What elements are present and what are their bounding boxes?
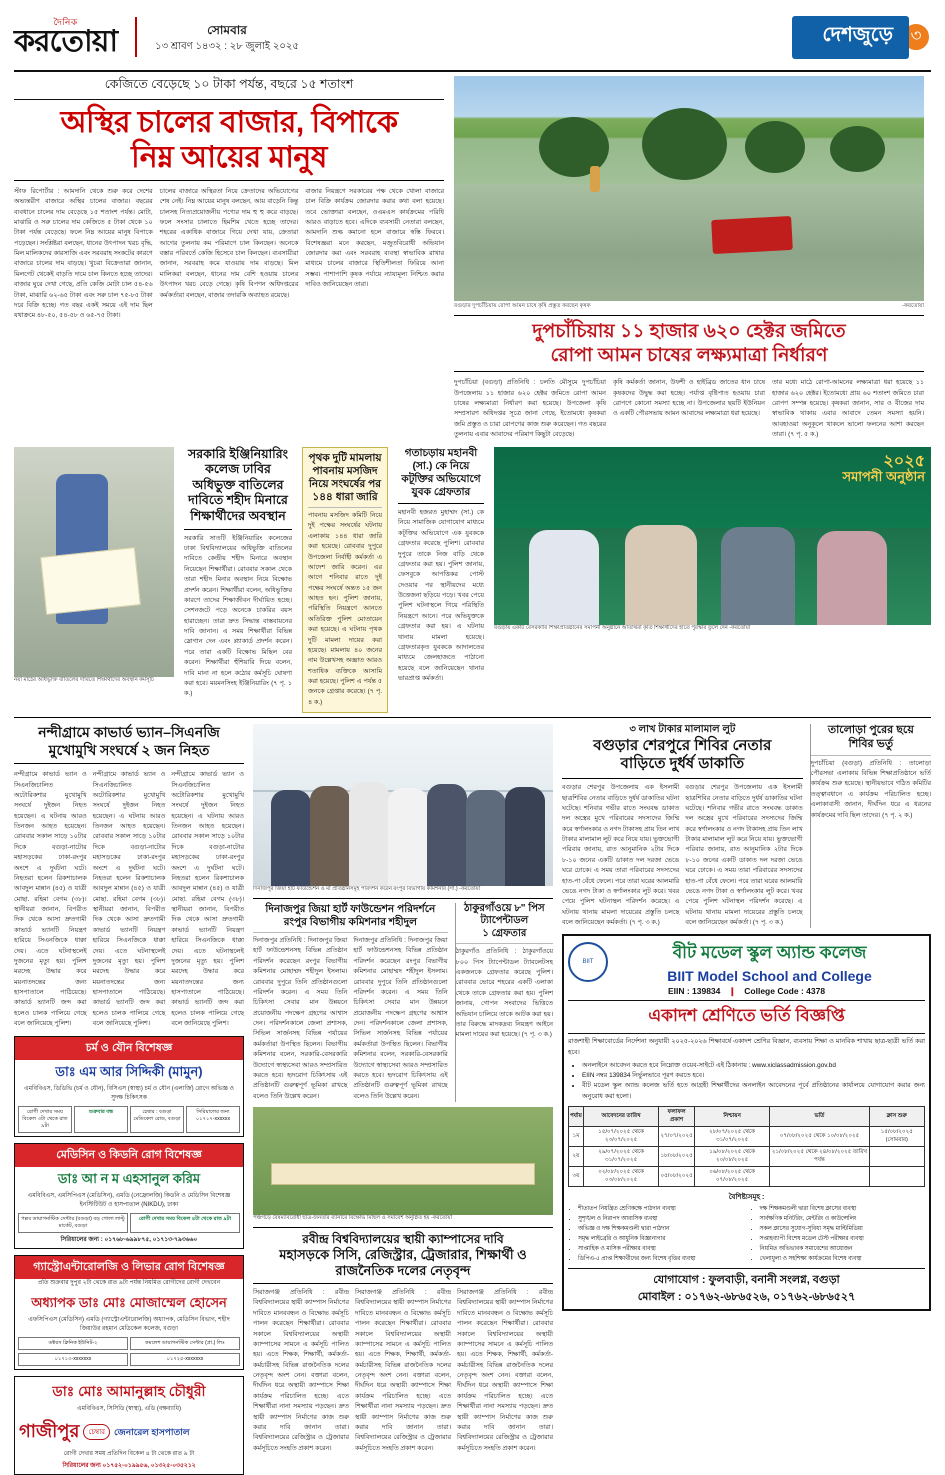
left-column — [14, 724, 244, 1474]
story-3-body: মহানবী হজরত মুহাম্মদ (সা.) কে নিয়ে সামাজিক যোগাযোগ মাধ্যমে কটূক্তির অভিযোগে এক যুবককে গ্রেফতার করেছে পুলিশ। রোববার দুপুরে তাকে নিজ বাড়ি থেকে গ্রেফতার করা হয়। পুলিশ জানায়, ফেসবুকে আপত্তিকর পোস্ট দেওয়ার পর স্থানীয়দের মধ্যে উত্তেজনা ছড়িয়ে পড়ে। খবর পেয়ে পুলিশ ঘটনাস্থলে গিয়ে পরিস্থিতি নিয়ন্ত্রণে আনে। পরে অভিযুক্তকে গ্রেফতার করা হয়। এ ঘটনায় থানায় মামলা হয়েছে। গ্রেফতারকৃত যুবককে আদালতের মাধ্যমে জেলহাজতে পাঠানো হয়েছে বলে জানিয়েছেন থানার ভারপ্রাপ্ত কর্মকর্তা। — [398, 509, 484, 683]
biit-feature-r2: • সার্বক্ষণিক মনিটরিং, মেন্টরিং ও কাউন্সেলিং — [760, 1215, 926, 1225]
ad-skin-chip-3: চেম্বার : বগুড়া মেডিকেল রোড, বগুড়া — [130, 1106, 184, 1133]
biit-contact — [568, 1268, 925, 1305]
biit-r0c5: ১৫/০৮/২০২৫ (সোমবার) — [869, 1127, 924, 1147]
talora-body: দুপচাঁচিয়া (বগুড়া) প্রতিনিধি : তালোড়া পৌরসভা এলাকায় বিভিন্ন শিক্ষাপ্রতিষ্ঠানে ভর্তি কার্যক্রম শুরু হয়েছে। স্থানীয়ভাবে গঠিত কমিটির তত্ত্বাবধানে এ কার্যক্রম পরিচালিত হচ্ছে। এলাকাবাসী জানান, দীর্ঘদিন ধরে এ ধরনের কার্যক্রমের দাবি ছিল তাদের। (৭ পৃ. ২ ক.) — [810, 759, 931, 819]
dupchanchia-column-1: দুপচাঁচিয়া (বগুড়া) প্রতিনিধি : চলতি মৌসুমে দুপচাঁচিয়া উপজেলায় ১১ হাজার ৬২০ হেক্টর জমিতে রোপা আমন চাষের লক্ষ্যমাত্রা নির্ধারণ করা হয়েছে। উপজেলা কৃষি সম্প্রসারণ অধিদপ্তর সূত্রে জানা গেছে, ইতোমধ্যে কৃষকরা জমি প্রস্তুত ও চারা রোপণের কাজ শুরু করেছেন। গত বছরের তুলনায় এবার আবাদের পরিমাণ কিছুটা বেড়েছে। — [454, 379, 606, 439]
biit-logo-icon — [568, 942, 608, 982]
issue-day: সোমবার — [207, 22, 247, 37]
section-brand-label: দেশজুড়ে — [792, 16, 909, 59]
biit-feature-r6: • খেলাধুলা ও সহশিক্ষা কার্যক্রমের বিশেষ ব্যবস্থা — [760, 1255, 926, 1265]
biit-feature-r5: • নিয়মিত অভিভাবক সমাবেশের আয়োজন — [760, 1245, 926, 1255]
biit-r2c1: ০২/০৮/২০২৫ থেকে ০৩/০৮/২০২৫ — [583, 1167, 658, 1187]
biit-points — [568, 1061, 925, 1102]
ad-medicine-detail: এমবিবিএস, এমসিপিএস (মেডিসিন), এমডি (নেফ্রোলজি) কিডনি ও মেডিসিন বিশেষজ্ঞ ইনস্টিটিউট ও হাসপাতাল (NIKDU), ঢাকা — [27, 1192, 231, 1208]
story-2-body: পাবনায় মসজিদ কমিটি নিয়ে দুই পক্ষের সংঘর্ষের ঘটনায় এলাকায় ১৪৪ ধারা জারি করা হয়েছে। রোববার দুপুরে উপজেলা নির্বাহী কর্মকর্তা এ আদেশ জারি করেন। এর আগে শনিবার রাতে দুই পক্ষের সংঘর্ষে অন্তত ১৫ জন আহত হন। পুলিশ জানায়, পরিস্থিতি নিয়ন্ত্রণে আনতে অতিরিক্ত পুলিশ মোতায়েন করা হয়েছে। এ ঘটনায় পৃথক দুটি মামলা দায়ের করা হয়েছে। মামলায় ৪০ জনের নাম উল্লেখসহ অজ্ঞাত আরও শতাধিক ব্যক্তিকে আসামি করা হয়েছে। পুলিশ এ পর্যন্ত ৫ জনকে গ্রেপ্তার করেছে। (৭ পৃ. ৪ ক.) — [308, 512, 382, 706]
ad-medicine-specialist[interactable] — [14, 1143, 244, 1249]
protest-photo — [14, 447, 174, 677]
story-2-headline: পৃথক দুটি মামলায় পাবনায় মসজিদ নিয়ে সংঘর্ষের পর ১৪৪ ধারা জারি — [308, 451, 382, 503]
story-gatachora — [398, 447, 484, 714]
ad-skin-chip-1: রোগী দেখার সময় বিকেল ৩টা থেকে রাত ৯টা — [18, 1106, 72, 1133]
biit-name-en: BIIT Model School and College — [667, 968, 872, 985]
biit-features — [568, 1203, 925, 1264]
award-photo — [494, 447, 931, 625]
thakurgaon-headline-1: ঠাকুরগাঁওয়ে ৮" পিস — [464, 902, 545, 914]
ad-skin-doctor: ডাঃ এম আর সিদ্দিকী (মামুন) — [55, 1063, 203, 1079]
nandigram-body-2: নন্দীগ্রামে কাভার্ড ভ্যান ও সিএনজিচালিত অটোরিকশার মুখোমুখি সংঘর্ষে দুইজন নিহত হয়েছেন। এ ঘটনায় আরও তিনজন আহত হয়েছেন। রোববার সকাল সাড়ে ১০টার দিকে বগুড়া-নাটোর মহাসড়কের ঢাকা-রংপুর অংশে এ দুর্ঘটনা ঘটে। নিহতরা হলেন রিকশাচালক আবদুল মান্নান (৪৫) ও যাত্রী মোছা. রহিমা বেগম (৩৮)। স্থানীয়রা জানান, বিপরীত দিক থেকে আসা দ্রুতগামী কাভার্ড ভ্যানটি নিয়ন্ত্রণ হারিয়ে সিএনজিকে ধাক্কা দেয়। এতে ঘটনাস্থলেই দুজনের মৃত্যু হয়। পুলিশ মরদেহ উদ্ধার করে ময়নাতদন্তের জন্য হাসপাতালে পাঠিয়েছে। কাভার্ড ভ্যানটি জব্দ করা হলেও চালক পালিয়ে গেছে বলে জানিয়েছে পুলিশ। — [92, 771, 166, 1028]
ad-gastro-place-1: ডক্টরস ক্লিনিক ইউনিট-২ — [18, 1337, 128, 1350]
story-pabna-144 — [302, 447, 388, 714]
biit-th-3: নিশ্চায়ন — [694, 1106, 769, 1126]
rabindra-headline-2: মহাসড়কে সিসি, রেজিস্ট্রার, ট্রেজারার, শিক্ষার্থী ও রাজনৈতিক দলের নেতৃবৃন্দ — [279, 1246, 527, 1278]
ad-gastro-note: প্রতি শুক্রবার দুপুর ২টা থেকে রাত ৯টা পর্যন্ত নিয়মিত রোগীদের রোগী দেখবেন — [37, 1279, 221, 1286]
middle-column-stories — [253, 903, 553, 1102]
dinajpur-headline: দিনাজপুর জিয়া হার্ট ফাউন্ডেশন পরিদর্শনে রংপুর বিভাগীয় কমিশনার শহীদুল — [265, 902, 436, 928]
rabindra-body-2: সিরাজগঞ্জ প্রতিনিধি : রবীন্দ্র বিশ্ববিদ্যালয়ের স্থায়ী ক্যাম্পাস নির্মাণের দাবিতে মানববন্ধন ও বিক্ষোভ কর্মসূচি পালন করেছেন শিক্ষার্থীরা। রোববার সকালে বিশ্ববিদ্যালয়ের অস্থায়ী ক্যাম্পাসের সামনে এ কর্মসূচি পালিত হয়। এতে শিক্ষক, শিক্ষার্থী, কর্মকর্তা-কর্মচারীসহ বিভিন্ন রাজনৈতিক দলের নেতৃবৃন্দ অংশ নেন। বক্তারা বলেন, দীর্ঘদিন ধরে অস্থায়ী ক্যাম্পাসে শিক্ষা কার্যক্রম পরিচালিত হচ্ছে। এতে শিক্ষার্থীরা নানা সমস্যায় পড়ছেন। দ্রুত স্থায়ী ক্যাম্পাস নির্মাণের কাজ শুরু করার দাবি জানান তারা। বিশ্ববিদ্যালয়ের রেজিস্ট্রার ও ট্রেজারার কর্মসূচিতে সংহতি প্রকাশ করেন। — [355, 1289, 451, 1452]
ad-skin-head: চর্ম ও যৌন বিশেষজ্ঞ — [15, 1037, 243, 1060]
biit-r2c5 — [869, 1167, 924, 1187]
field-story — [454, 76, 924, 441]
page-number-badge: ৩ — [901, 22, 931, 52]
dinajpur-body-1: দিনাজপুর প্রতিনিধি : দিনাজপুর জিয়া হার্ট ফাউন্ডেশনসহ বিভিন্ন প্রতিষ্ঠান পরিদর্শন করেছেন রংপুর বিভাগীয় কমিশনার মোহাম্মদ শহীদুল ইসলাম। রোববার দুপুরে তিনি প্রতিষ্ঠানগুলো পরিদর্শন করেন। এ সময় তিনি চিকিৎসা সেবার মান উন্নয়নে প্রয়োজনীয় পদক্ষেপ গ্রহণের আশ্বাস দেন। পরিদর্শনকালে জেলা প্রশাসক, সিভিল সার্জনসহ বিভিন্ন পর্যায়ের কর্মকর্তারা উপস্থিত ছিলেন। বিভাগীয় কমিশনার বলেন, সরকারি-বেসরকারি উদ্যোগে স্বাস্থ্যসেবা আরও সম্প্রসারিত করতে হবে। হৃদরোগ চিকিৎসায় এই প্রতিষ্ঠানটি গুরুত্বপূর্ণ ভূমিকা রাখছে বলেও তিনি উল্লেখ করেন। — [253, 937, 348, 1100]
biit-eiin: EIIN : 139834 — [667, 986, 721, 997]
table-row — [569, 1127, 925, 1147]
award-photo-caption: বগুড়ায় একটি বেসরকারি শিক্ষাপ্রতিষ্ঠানের সমাপনী অনুষ্ঠানে অতিথিরা কৃতি শিক্ষার্থীদের হাতে পুরস্কার তুলে দেন -করতোয়া — [494, 624, 751, 631]
biit-schedule-table — [568, 1106, 925, 1187]
ad-gastro-specialist[interactable] — [14, 1255, 244, 1370]
biit-features-right — [750, 1205, 926, 1264]
rabindra-body-3: সিরাজগঞ্জ প্রতিনিধি : রবীন্দ্র বিশ্ববিদ্যালয়ের স্থায়ী ক্যাম্পাস নির্মাণের দাবিতে মানববন্ধন ও বিক্ষোভ কর্মসূচি পালন করেছেন শিক্ষার্থীরা। রোববার সকালে বিশ্ববিদ্যালয়ের অস্থায়ী ক্যাম্পাসের সামনে এ কর্মসূচি পালিত হয়। এতে শিক্ষক, শিক্ষার্থী, কর্মকর্তা-কর্মচারীসহ বিভিন্ন রাজনৈতিক দলের নেতৃবৃন্দ অংশ নেন। বক্তারা বলেন, দীর্ঘদিন ধরে অস্থায়ী ক্যাম্পাসে শিক্ষা কার্যক্রম পরিচালিত হচ্ছে। এতে শিক্ষার্থীরা নানা সমস্যায় পড়ছেন। দ্রুত স্থায়ী ক্যাম্পাস নির্মাণের কাজ শুরু করার দাবি জানান তারা। বিশ্ববিদ্যালয়ের রেজিস্ট্রার ও ট্রেজারার কর্মসূচিতে সংহতি প্রকাশ করেন। — [457, 1289, 553, 1452]
ad-gastro-phone-1[interactable]: ০১৭১৩-xxxxxxx — [18, 1353, 128, 1366]
biit-r2c0: ৩য় — [569, 1167, 584, 1187]
ad-hospital-name: গাজীপুর — [19, 1420, 80, 1441]
rally-photo — [253, 1107, 553, 1215]
photo-credit: -করতোয়া — [902, 303, 924, 309]
sherpur-body-2: বগুড়ার শেরপুর উপজেলায় এক ইসলামী ছাত্রশিবির নেতার বাড়িতে দুর্ধর্ষ ডাকাতির ঘটনা ঘটেছে। শনিবার গভীর রাতে সংঘবদ্ধ ডাকাত দল অস্ত্রের মুখে পরিবারের সদস্যদের জিম্মি করে স্বর্ণালংকার ও নগদ টাকাসহ প্রায় তিন লাখ টাকার মালামাল লুট করে নিয়ে যায়। ভুক্তভোগী পরিবার জানায়, রাত আনুমানিক ২টার দিকে ৮-১০ জনের একটি ডাকাত দল দরজা ভেঙে ঘরে ঢোকে। এ সময় তারা পরিবারের সদস্যদের হাত-পা বেঁধে ফেলে। পরে তারা ঘরের আলমারি ভেঙে নগদ টাকা ও স্বর্ণালংকার লুট করে। খবর পেয়ে পুলিশ ঘটনাস্থল পরিদর্শন করেছে। এ ঘটনায় থানায় মামলা দায়েরের প্রস্তুতি চলছে বলে জানিয়েছেন কর্মকর্তা। (৭ পৃ. ৩ ক.) — [685, 784, 803, 927]
biit-r1c5 — [869, 1147, 924, 1167]
biit-feature-l1: • শীতাতপ নিয়ন্ত্রিত শ্রেণিকক্ষে পাঠদান ব্যবস্থা — [578, 1205, 744, 1215]
biit-feature-r3: • সকল ক্লাসের সুযোগ-সুবিধা সমৃদ্ধ মাল্টিমিডিয়া — [760, 1225, 926, 1235]
section-brand — [792, 16, 931, 59]
story-1-headline: সরকারি ইঞ্জিনিয়ারিং কলেজ ঢাবির অধিভুক্ত বাতিলের দাবিতে শহীদ মিনারে শিক্ষার্থীদের অবস্থান — [187, 446, 289, 524]
biit-r2c3: ০৬/০৮/২০২৫ থেকে ০৭/০৮/২০২৫ — [694, 1167, 769, 1187]
issue-date — [155, 21, 299, 54]
biit-r1c0: ২য় — [569, 1147, 584, 1167]
ad-medicine-phone[interactable]: সিরিয়ালের জন্য : ০১৭৬৮-৬৯৯৮৭৫, ০১৭১৩-৭৯৩৬৬০ — [60, 1236, 198, 1243]
thakurgaon-body: ঠাকুরগাঁও প্রতিনিধি : ঠাকুরগাঁওয়ে ৮০০ পিস ট্যাপেন্টাডল ট্যাবলেটসহ একজনকে গ্রেফতার করেছে পুলিশ। রোববার ভোরে শহরের একটি এলাকা থেকে তাকে গ্রেফতার করা হয়। পুলিশ জানায়, গোপন সংবাদের ভিত্তিতে অভিযান চালিয়ে তাকে আটক করা হয়। তার বিরুদ্ধে মাদকদ্রব্য নিয়ন্ত্রণ আইনে মামলা দায়ের করা হয়েছে। (৭ পৃ. ৩ ক.) — [455, 948, 553, 1039]
story-engineering-college — [184, 447, 292, 714]
protest-photo-block — [14, 447, 174, 714]
sherpur-headline-2: বাড়িতে দুর্ধর্ষ ডাকাতি — [620, 755, 745, 773]
newspaper-logo — [14, 17, 299, 57]
biit-r0c3: ২৮/০৭/২০২৫ থেকে ৩১/০৭/২০২৫ — [694, 1127, 769, 1147]
table-row — [569, 1167, 925, 1187]
top-section — [14, 76, 931, 441]
biit-feature-l6: • ডিপিএ-৫ প্রাপ্ত শিক্ষার্থীদের জন্য বিশেষ বৃত্তির ব্যবস্থা — [578, 1255, 744, 1265]
dinajpur-body-2: দিনাজপুর প্রতিনিধি : দিনাজপুর জিয়া হার্ট ফাউন্ডেশনসহ বিভিন্ন প্রতিষ্ঠান পরিদর্শন করেছেন রংপুর বিভাগীয় কমিশনার মোহাম্মদ শহীদুল ইসলাম। রোববার দুপুরে তিনি প্রতিষ্ঠানগুলো পরিদর্শন করেন। এ সময় তিনি চিকিৎসা সেবার মান উন্নয়নে প্রয়োজনীয় পদক্ষেপ গ্রহণের আশ্বাস দেন। পরিদর্শনকালে জেলা প্রশাসক, সিভিল সার্জনসহ বিভিন্ন পর্যায়ের কর্মকর্তারা উপস্থিত ছিলেন। বিভাগীয় কমিশনার বলেন, সরকারি-বেসরকারি উদ্যোগে স্বাস্থ্যসেবা আরও সম্প্রসারিত করতে হবে। হৃদরোগ চিকিৎসায় এই প্রতিষ্ঠানটি গুরুত্বপূর্ণ ভূমিকা রাখছে বলেও তিনি উল্লেখ করেন। — [353, 937, 448, 1100]
biit-r1c1: ২৯/০৭/২০২৫ থেকে ৩১/০৭/২০২৫ — [583, 1147, 658, 1167]
middle-column — [253, 724, 553, 1474]
award-banner-text: সমাপনী অনুষ্ঠান — [842, 469, 925, 485]
ad-skin-specialist[interactable] — [14, 1036, 244, 1137]
ad-hospital-doctor: ডাঃ মোঃ আমানুল্লাহ চৌধুরী — [52, 1382, 206, 1399]
biit-point-3: • বীট মডেল স্কুল অ্যান্ড কলেজ ভর্তি হতে আগ্রহী শিক্ষার্থীদের অনলাইন আবেদনের পূর্বে প্রতিষ্ঠানের কার্যালয়ে যোগাযোগ করার জন্য অনুরোধ করা হলো। — [582, 1081, 925, 1102]
rally-photo-caption: পঞ্চগড়ে বৈষম্যবিরোধী ছাত্র-জনতার ব্যানারে বিক্ষোভ মিছিল ও সমাবেশ অনুষ্ঠিত হয় -করতোয়া — [253, 1215, 453, 1222]
ad-biit-admission[interactable]: BIIT বীট মডেল স্কুল অ্যান্ড কলেজ BIIT Model School and College EIIN : 139834 ❙ College Code : 4378 একাদশ শ্রেণিতে ভর্তি বিজ্ঞপ্তি রাজশাহী শিক্ষাবোর্ডের নির্দেশনা অনুযায়ী ২০২৫-২০২৬ শিক্ষাবর্ষে একাদশ শ্রেণির বিজ্ঞান, ব্যবসায় শিক্ষা ও মানবিক শাখায় ছাত্র-ছাত্রী ভর্তি করা হবে। • অনলাইনে আবেদন করতে হবে নিম্নোক্ত ওয়েব-সাইটে এই ঠিকানায় : www.xiclassadmission.gov.bd • EIIN নম্বর 139834 নির্ভুলভাবে পূরণ করতে হবে। • বীট মডেল স্কুল অ্যান্ড কলেজ ভর্তি হতে আগ্রহী শিক্ষার্থীদের অনলাইন আবেদনের পূর্বে প্রতিষ্ঠানের কার্যালয়ে যোগাযোগ করার জন্য অনুরোধ করা হলো। পর্যায় আবেদনের তারিখ ফলাফল প্রকাশ নিশ্চায়ন ভর্তি ক্লাস শুরু ১ম ১৫/০৭/২০২৫ থেকে ২৩/০৭/২০২৫ ২৭/০৭/২০২৫ ২৮/০৭/২০২৫ থেকে ৩১/০৭/২০২৫ ০৭/০৮/২০২৫ থেকে ১০/০৮/২০২৫ ১৫/০৮/২০২৫ (সোমবার) ২য় ২৯/০৭/২০২৫ থেকে ৩১/০৭/২০২৫ ১৮/০৮/২০২৫ ১৯/০৮/২০২৫ থেকে ২০/০৮/২০২৫ ২১/০৮/২০২৫ থেকে ২৪/০৮/২০২৫ তারিখ পর্যন্ত ৩য় ০২/০৮/২০২৫ থেকে ০৩/০৮/২০২৫ ০৫/০৮/২০২৫ ০৬/০৮/২০২৫ থেকে ০৭/০৮/২০২৫ বৈশিষ্ট্যসমূহ : • শীতাতপ নিয়ন্ত্রিত শ্রেণিকক্ষে পাঠদান ব্যবস্থা • সুশৃঙ্খল ও নিরাপদ আবাসিক ব্যবস্থা • অভিজ্ঞ ও দক্ষ শিক্ষকমণ্ডলী দ্বারা পাঠদান • সমৃদ্ধ লাইব্রেরি ও আধুনিক বিজ্ঞানাগার • সাপ্তাহিক ও মাসিক পরীক্ষার ব্যবস্থা • ডিপিএ-৫ প্রাপ্ত শিক্ষার্থীদের জন্য বিশেষ বৃত্তির ব্যবস্থা • দক্ষ শিক্ষকমণ্ডলী দ্বারা বিশেষ ক্লাসের ব্যবস্থা • সার্বক্ষণিক মনিটরিং, মেন্টরিং ও কাউন্সেলিং • সকল ক্লাসের সুযোগ-সুবিধা সমৃদ্ধ মাল্টিমিডিয়া • সপ্তাহব্যাপী বিশেষ মডেল টেস্ট পরীক্ষার ব্যবস্থা • নিয়মিত অভিভাবক সমাবেশের আয়োজন • খেলাধুলা ও সহশিক্ষা কার্যক্রমের বিশেষ ব্যবস্থা যোগাযোগ : ফুলবাড়ী, বনানী সংলগ্ন, বগুড়া মোবাইল : ০১৭৬২-৬৮৬৫২৬, ০১৭৬২-৬৮৬৫২৭ — [562, 934, 931, 1311]
ad-skin-chip-4: সিরিয়ালের জন্য ০১৭১৭-xxxxxx — [186, 1106, 240, 1133]
biit-th-2: ফলাফল প্রকাশ — [659, 1106, 695, 1126]
lead-column-1: স্টাফ রিপোর্টার : আমদানি থেকে শুরু করে দেশের অভ্যন্তরীণ বাজারে অস্থির চালের বাজার। বছরের ব্যবধানে চালের দাম বেড়েছে ১৫ শতাংশ পর্যন্ত। মোটা, মাঝারি ও সরু চালের দাম কেজিতে ৫ টাকা থেকে ১০ টাকা পর্যন্ত বেড়েছে। ফলে নিম্ন আয়ের মানুষ বিপাকে পড়েছেন। সংশ্লিষ্টরা বলছেন, ধানের উৎপাদন খরচ বৃদ্ধি, মিল মালিকদের কারসাজি এবং সরবরাহ সংকটের কারণে বাজারে চালের দাম বাড়ছে। খুচরা বিক্রেতারা জানান, মিলগেট থেকেই বাড়তি দামে চাল কিনতে হচ্ছে তাদের। বাজার ঘুরে দেখা গেছে, প্রতি কেজি মোটা চাল ৫৪-৫৬ টাকা, মাঝারি ৬২-৬৫ টাকা এবং সরু চাল ৭৫-৮৫ টাকা দরে বিক্রি হচ্ছে। গত বছর একই সময়ে এই দাম ছিল যথাক্রমে ৪৮-৫০, ৫৪-৫৮ ও ৬৫-৭৫ টাকা। — [14, 187, 153, 320]
ad-gastro-sub: এফসিপিএস (মেডিসিন) এমডি (গ্যাস্ট্রোএন্টারোলজি) অধ্যাপক, মেডিসিন বিভাগ, শহীদ জিয়াউর রহমান মেডিকেল কলেজ, বগুড়া — [28, 1316, 230, 1332]
biit-point-2: • EIIN নম্বর 139834 নির্ভুলভাবে পূরণ করতে হবে। — [582, 1071, 925, 1081]
ad-hospital[interactable] — [14, 1376, 244, 1475]
biit-contact-line-1: যোগাযোগ : ফুলবাড়ী, বনানী সংলগ্ন, বগুড়া — [653, 1274, 840, 1287]
logo-main-text: করতোয়া — [14, 24, 118, 58]
thakurgaon-headline-2: ট্যাপেন্টাডল — [480, 915, 529, 927]
biit-table-header-row — [569, 1106, 925, 1126]
hospital-visit-photo — [253, 724, 553, 886]
dupchanchia-columns — [454, 378, 924, 440]
ad-medicine-place: পল্লব ডায়াগনস্টিক সেন্টার (বগুড়া) বড় গোলা লাল্টু মার্কেট, বগুড়া — [18, 1213, 128, 1233]
lead-column-2: চালের বাজারে অস্থিরতা নিয়ে ক্রেতাদের অভিযোগের শেষ নেই। নিম্ন আয়ের মানুষ বলছেন, আয় বাড়েনি কিন্তু চালসহ নিত্যপ্রয়োজনীয় পণ্যের দাম হু হু করে বাড়ছে। ফলে সংসার চালাতে হিমশিম খেতে হচ্ছে তাদের। শহরের একাধিক বাজারে গিয়ে দেখা যায়, ক্রেতারা আগের তুলনায় কম পরিমাণে চাল কিনছেন। অনেকে বস্তার পরিবর্তে কেজি হিসেবে চাল কিনছেন। ব্যবসায়ীরা জানান, সরবরাহ কমে যাওয়ায় দাম বাড়ছে। মিল মালিকরা বলছেন, ধানের দাম বেশি হওয়ায় চালের উৎপাদন খরচ বেড়ে গেছে। কৃষি বিপণন অধিদপ্তরের কর্মকর্তারা বলছেন, বাজার তদারকি অব্যাহত রয়েছে। — [159, 187, 299, 299]
biit-feature-l5: • সাপ্তাহিক ও মাসিক পরীক্ষার ব্যবস্থা — [578, 1245, 744, 1255]
lower-section — [14, 724, 931, 1474]
biit-college-code: College Code : 4378 — [744, 986, 826, 997]
talora-headline-2: শিবির ভর্তু — [848, 737, 894, 750]
nandigram-headline-2: মুখোমুখি সংঘর্ষে ২ জন নিহত — [48, 741, 210, 758]
biit-th-5: ক্লাস শুরু — [869, 1106, 924, 1126]
lead-columns — [14, 187, 444, 322]
biit-r0c4: ০৭/০৮/২০২৫ থেকে ১০/০৮/২০২৫ — [770, 1127, 869, 1147]
award-year-text: ২০২৫ — [883, 452, 925, 470]
ad-gastro-head: গ্যাস্ট্রোএন্টারোলজি ও লিভার রোগ বিশেষজ্ঞ — [15, 1256, 243, 1279]
biit-feature-r4: • সপ্তাহব্যাপী বিশেষ মডেল টেস্ট পরীক্ষার ব্যবস্থা — [760, 1235, 926, 1245]
ad-gastro-place-2: কমলেশ ডায়াগনস্টিক সেন্টার (প্রা.) লিঃ — [130, 1337, 240, 1350]
biit-r0c2: ২৭/০৭/২০২৫ — [659, 1127, 695, 1147]
masthead — [14, 10, 931, 72]
biit-features-left — [568, 1205, 744, 1264]
right-column — [562, 724, 931, 1474]
biit-th-4: ভর্তি — [770, 1106, 869, 1126]
biit-r2c4 — [770, 1167, 869, 1187]
paddy-field-photo — [454, 76, 924, 301]
ad-hospital-badge: চেম্বার — [83, 1424, 110, 1440]
talora-headline-1: তালোড়া পুরের ছয়ে — [827, 724, 914, 737]
hospital-photo-caption: দিনাজপুর জিয়া হার্ট ফাউন্ডেশন ও মা প্রতিষ্ঠানসমূহ পরিদর্শন করেন রংপুর বিভাগীয় কমিশনার (সা.) -করতোয়া — [253, 886, 481, 893]
sherpur-headline-1: বগুড়ার শেরপুরে শিবির নেতার — [593, 736, 772, 754]
ad-gastro-phone-2[interactable]: ০১৭২৫-xxxxxxx — [130, 1353, 240, 1366]
ad-hospital-sub: জেনারেল হাসপাতাল — [114, 1426, 190, 1437]
nandigram-headline-1: নন্দীগ্রামে কাভার্ড ভ্যান–সিএনজি — [38, 724, 220, 741]
ad-medicine-doctor: ডাঃ আ ন ম এহসানুল করিম — [57, 1170, 201, 1186]
biit-point-1: • অনলাইনে আবেদন করতে হবে নিম্নোক্ত ওয়েব-সাইটে এই ঠিকানায় : www.xiclassadmission.gov.bd — [582, 1061, 925, 1071]
lead-kicker: কেজিতে বেড়েছে ১০ টাকা পর্যন্ত, বছরে ১৫ শতাংশ — [14, 76, 444, 100]
middle-section — [14, 447, 931, 714]
biit-name-bn: বীট মডেল স্কুল অ্যান্ড কলেজ — [672, 943, 867, 963]
biit-th-1: আবেদনের তারিখ — [583, 1106, 658, 1126]
ad-medicine-head: মেডিসিন ও কিডনি রোগ বিশেষজ্ঞ — [15, 1144, 243, 1167]
dupchanchia-headline-1: দুপচাঁচিয়ায় ১১ হাজার ৬২০ হেক্টর জমিতে — [532, 320, 846, 342]
story-1-body: সরকারি সাতটি ইঞ্জিনিয়ারিং কলেজের ঢাকা বিশ্ববিদ্যালয়ের অধিভুক্তি বাতিলের দাবিতে কেন্দ্রীয় শহীদ মিনারে অবস্থান নিয়েছেন শিক্ষার্থীরা। রোববার সকাল থেকে তারা শহীদ মিনার অবস্থান নিয়ে বিক্ষোভ প্রদর্শন করেন। শিক্ষার্থীরা বলেন, অধিভুক্তির কারণে তাদের শিক্ষাজীবন দীর্ঘায়িত হচ্ছে। সেশনজটে পড়ে অনেকে চাকরির বয়স হারাচ্ছেন। তারা দ্রুত সিদ্ধান্ত বাস্তবায়নের দাবি জানান। এ সময় শিক্ষার্থীরা বিভিন্ন স্লোগান দেন এবং প্ল্যাকার্ড প্রদর্শন করেন। পরে তারা একটি বিক্ষোভ মিছিল বের করেন। শিক্ষার্থীরা হুঁশিয়ারি দিয়ে বলেন, দাবি মানা না হলে কঠোর কর্মসূচি ঘোষণা করা হবে। ময়মনসিংহ ইঞ্জিনিয়ারিং (৭ পৃ. ১ ক.) — [184, 534, 292, 698]
biit-r0c1: ১৫/০৭/২০২৫ থেকে ২৩/০৭/২০২৫ — [583, 1127, 658, 1147]
sherpur-body-1: বগুড়ার শেরপুর উপজেলায় এক ইসলামী ছাত্রশিবির নেতার বাড়িতে দুর্ধর্ষ ডাকাতির ঘটনা ঘটেছে। শনিবার গভীর রাতে সংঘবদ্ধ ডাকাত দল অস্ত্রের মুখে পরিবারের সদস্যদের জিম্মি করে স্বর্ণালংকার ও নগদ টাকাসহ প্রায় তিন লাখ টাকার মালামাল লুট করে নিয়ে যায়। ভুক্তভোগী পরিবার জানায়, রাত আনুমানিক ২টার দিকে ৮-১০ জনের একটি ডাকাত দল দরজা ভেঙে ঘরে ঢোকে। এ সময় তারা পরিবারের সদস্যদের হাত-পা বেঁধে ফেলে। পরে তারা ঘরের আলমারি ভেঙে নগদ টাকা ও স্বর্ণালংকার লুট করে। খবর পেয়ে পুলিশ ঘটনাস্থল পরিদর্শন করেছে। এ ঘটনায় থানায় মামলা দায়েরের প্রস্তুতি চলছে বলে জানিয়েছেন কর্মকর্তা। (৭ পৃ. ৩ ক.) — [562, 784, 680, 927]
rabindra-columns — [253, 1288, 553, 1454]
thakurgaon-headline-3: ১ গ্রেফতার — [482, 927, 527, 939]
rabindra-body-1: সিরাজগঞ্জ প্রতিনিধি : রবীন্দ্র বিশ্ববিদ্যালয়ের স্থায়ী ক্যাম্পাস নির্মাণের দাবিতে মানববন্ধন ও বিক্ষোভ কর্মসূচি পালন করেছেন শিক্ষার্থীরা। রোববার সকালে বিশ্ববিদ্যালয়ের অস্থায়ী ক্যাম্পাসের সামনে এ কর্মসূচি পালিত হয়। এতে শিক্ষক, শিক্ষার্থী, কর্মকর্তা-কর্মচারীসহ বিভিন্ন রাজনৈতিক দলের নেতৃবৃন্দ অংশ নেন। বক্তারা বলেন, দীর্ঘদিন ধরে অস্থায়ী ক্যাম্পাসে শিক্ষা কার্যক্রম পরিচালিত হচ্ছে। এতে শিক্ষার্থীরা নানা সমস্যায় পড়ছেন। দ্রুত স্থায়ী ক্যাম্পাস নির্মাণের কাজ শুরু করার দাবি জানান তারা। বিশ্ববিদ্যালয়ের রেজিস্ট্রার ও ট্রেজারার কর্মসূচিতে সংহতি প্রকাশ করেন। — [253, 1289, 349, 1452]
ad-hospital-detail: এমবিবিএস, সিসিডি (স্বাস্থ্য), এডি (বক্ষব্যাধি) — [77, 1405, 181, 1412]
biit-logo-text: BIIT — [582, 959, 594, 966]
ad-gastro-doctor: অধ্যাপক ডাঃ মোঃ মোজাম্মেল হোসেন — [31, 1294, 227, 1310]
lead-rule — [14, 180, 444, 181]
biit-th-0: পর্যায় — [569, 1106, 584, 1126]
story-3-headline: গতাচড়ায় মহানবী (সা.) কে নিয়ে কটূক্তির অভিযোগে যুবক গ্রেফতার — [401, 446, 481, 498]
nandigram-body-3: নন্দীগ্রামে কাভার্ড ভ্যান ও সিএনজিচালিত অটোরিকশার মুখোমুখি সংঘর্ষে দুইজন নিহত হয়েছেন। এ ঘটনায় আরও তিনজন আহত হয়েছেন। রোববার সকাল সাড়ে ১০টার দিকে বগুড়া-নাটোর মহাসড়কের ঢাকা-রংপুর অংশে এ দুর্ঘটনা ঘটে। নিহতরা হলেন রিকশাচালক আবদুল মান্নান (৪৫) ও যাত্রী মোছা. রহিমা বেগম (৩৮)। স্থানীয়রা জানান, বিপরীত দিক থেকে আসা দ্রুতগামী কাভার্ড ভ্যানটি নিয়ন্ত্রণ হারিয়ে সিএনজিকে ধাক্কা দেয়। এতে ঘটনাস্থলেই দুজনের মৃত্যু হয়। পুলিশ মরদেহ উদ্ধার করে ময়নাতদন্তের জন্য হাসপাতালে পাঠিয়েছে। কাভার্ড ভ্যানটি জব্দ করা হলেও চালক পালিয়ে গেছে বলে জানিয়েছে পুলিশ। — [171, 771, 245, 1028]
ad-skin-detail: এমবিবিএস, ডিডিভি (চর্ম ও যৌন), বিসিএস (স্বাস্থ্য) চর্ম ও যৌন (এলার্জি) রোগে অভিজ্ঞ ও সুদক্ষ চিকিৎসক — [24, 1085, 234, 1101]
logo-divider — [135, 17, 137, 57]
award-photo-block — [494, 447, 931, 714]
biit-feature-l4: • সমৃদ্ধ লাইব্রেরি ও আধুনিক বিজ্ঞানাগার — [578, 1235, 744, 1245]
biit-intro: রাজশাহী শিক্ষাবোর্ডের নির্দেশনা অনুযায়ী ২০২৫-২০২৬ শিক্ষাবর্ষে একাদশ শ্রেণির বিজ্ঞান, ব্যবসায় শিক্ষা ও মানবিক শাখায় ছাত্র-ছাত্রী ভর্তি করা হবে। — [568, 1038, 925, 1056]
ad-medicine-time: রোগী দেখার সময় বিকেল ৪টা থেকে রাত ৯টা — [130, 1213, 240, 1233]
dupchanchia-column-2: কৃষি কর্মকর্তা জানান, উফশী ও হাইব্রিড জাতের ধান চাষে কৃষকদের উদ্বুদ্ধ করা হচ্ছে। পর্যাপ্ত বৃষ্টিপাত হওয়ায় চারা রোপণে কোনো সমস্যা হচ্ছে না। উপজেলার ছয়টি ইউনিয়ন ও একটি পৌরসভায় আমন আবাদের লক্ষ্যমাত্রা ধরা হয়েছে। — [613, 379, 765, 418]
issue-date-line: ১৩ শ্রাবণ ১৪৩২ : ২৮ জুলাই ২০২৫ — [155, 40, 299, 52]
biit-r1c4: ২১/০৮/২০২৫ থেকে ২৪/০৮/২০২৫ তারিখ পর্যন্ত — [770, 1147, 869, 1167]
ad-hospital-hours: রোগী দেখার সময় প্রতিদিন বিকেল ৪ টা থেকে রাত ৯ টা — [63, 1450, 195, 1457]
biit-contact-line-2[interactable]: মোবাইল : ০১৭৬২-৬৮৬৫২৬, ০১৭৬২-৬৮৬৫২৭ — [637, 1290, 856, 1303]
lead-story — [14, 76, 444, 441]
biit-admission-title: একাদশ শ্রেণিতে ভর্তি বিজ্ঞপ্তি — [568, 1000, 925, 1034]
biit-feature-r1: • দক্ষ শিক্ষকমণ্ডলী দ্বারা বিশেষ ক্লাসের ব্যবস্থা — [760, 1205, 926, 1215]
biit-feature-l2: • সুশৃঙ্খল ও নিরাপদ আবাসিক ব্যবস্থা — [578, 1215, 744, 1225]
biit-r0c0: ১ম — [569, 1127, 584, 1147]
protest-photo-caption: নয়া মাঠের অধিভুক্তি বাতিলের দাবিতে শিক্ষার্থীদের অবস্থান কর্মসূচি — [14, 676, 154, 683]
lead-column-3: বাজার নিয়ন্ত্রণে সরকারের পক্ষ থেকে খোলা বাজারে চাল বিক্রি কার্যক্রম জোরদার করার কথা বলা হয়েছে। তবে ভোক্তারা বলছেন, ওএমএস কার্যক্রমের পরিধি আরও বাড়াতে হবে। এদিকে ব্যবসায়ী নেতারা বলছেন, আমদানি শুল্ক কমানো হলে বাজারে স্বস্তি ফিরবে। বিশেষজ্ঞরা মনে করছেন, মজুতবিরোধী অভিযান জোরদার করা এবং সরবরাহ ব্যবস্থা স্বাভাবিক রাখার মাধ্যমে চালের বাজারে স্থিতিশীলতা ফিরিয়ে আনা সম্ভব। পাশাপাশি কৃষক পর্যায়ে ন্যায্যমূল্য নিশ্চিত করার দাবিও জানিয়েছেন তারা। — [305, 187, 445, 289]
lead-headline-line1: অস্থির চালের বাজার, বিপাকে — [60, 106, 398, 139]
biit-r1c2: ১৮/০৮/২০২৫ — [659, 1147, 695, 1167]
biit-r1c3: ১৯/০৮/২০২৫ থেকে ২০/০৮/২০২৫ — [694, 1147, 769, 1167]
rabindra-headline-1: রবীন্দ্র বিশ্ববিদ্যালয়ের স্থায়ী ক্যাম্পাসের দাবি — [302, 1231, 504, 1246]
dupchanchia-headline-2: রোপা আমন চাষের লক্ষ্যমাত্রা নির্ধারণ — [550, 344, 828, 366]
lead-headline-line2: নিম্ন আয়ের মানুষ — [131, 141, 327, 175]
logo-top-text: দৈনিক — [53, 16, 78, 27]
sherpur-kicker: ৩ লাখ টাকার মালামাল লুট — [629, 724, 736, 736]
nandigram-columns — [14, 770, 244, 1029]
biit-r2c2: ০৫/০৮/২০২৫ — [659, 1167, 695, 1187]
biit-features-head: বৈশিষ্ট্যসমূহ : — [728, 1194, 765, 1202]
paddy-field-caption: বগুড়ার দুপচাঁচিয়ায় রোপা আমন চাষে কৃষি প্রস্তুত করছেন কৃষক -করতোয়া — [454, 303, 924, 309]
biit-feature-l3: • অভিজ্ঞ ও দক্ষ শিক্ষকমণ্ডলী দ্বারা পাঠদান — [578, 1225, 744, 1235]
ad-skin-chip-2: শুক্রবার বন্ধ — [74, 1106, 128, 1133]
table-row — [569, 1147, 925, 1167]
dupchanchia-column-3: তার মধ্যে মাঠে রোপা-আমনের লক্ষ্যমাত্রা ধরা হয়েছে ১১ হাজার ৬২০ হেক্টর। ইতোমধ্যে প্রায় ৬০ শতাংশ জমিতে চারা রোপণ সম্পন্ন হয়েছে। কৃষকরা জানান, সার ও বীজের দাম স্বাভাবিক থাকায় এবার আবাদে তেমন সমস্যা হয়নি। আবহাওয়া অনুকূলে থাকলে ভালো ফলনের আশা করছেন তারা। (৭ পৃ. ৫ ক.) — [772, 379, 924, 439]
nandigram-body-1: নন্দীগ্রামে কাভার্ড ভ্যান ও সিএনজিচালিত অটোরিকশার মুখোমুখি সংঘর্ষে দুইজন নিহত হয়েছেন। এ ঘটনায় আরও তিনজন আহত হয়েছেন। রোববার সকাল সাড়ে ১০টার দিকে বগুড়া-নাটোর মহাসড়কের ঢাকা-রংপুর অংশে এ দুর্ঘটনা ঘটে। নিহতরা হলেন রিকশাচালক আবদুল মান্নান (৪৫) ও যাত্রী মোছা. রহিমা বেগম (৩৮)। স্থানীয়রা জানান, বিপরীত দিক থেকে আসা দ্রুতগামী কাভার্ড ভ্যানটি নিয়ন্ত্রণ হারিয়ে সিএনজিকে ধাক্কা দেয়। এতে ঘটনাস্থলেই দুজনের মৃত্যু হয়। পুলিশ মরদেহ উদ্ধার করে ময়নাতদন্তের জন্য হাসপাতালে পাঠিয়েছে। কাভার্ড ভ্যানটি জব্দ করা হলেও চালক পালিয়ে গেছে বলে জানিয়েছে পুলিশ। — [14, 771, 87, 1028]
ad-hospital-phone[interactable]: সিরিয়ালের জন্য ০১৭৫২-০১৯৯৫৬, ০১৩২৫-০৩৫২১২ — [62, 1462, 196, 1469]
